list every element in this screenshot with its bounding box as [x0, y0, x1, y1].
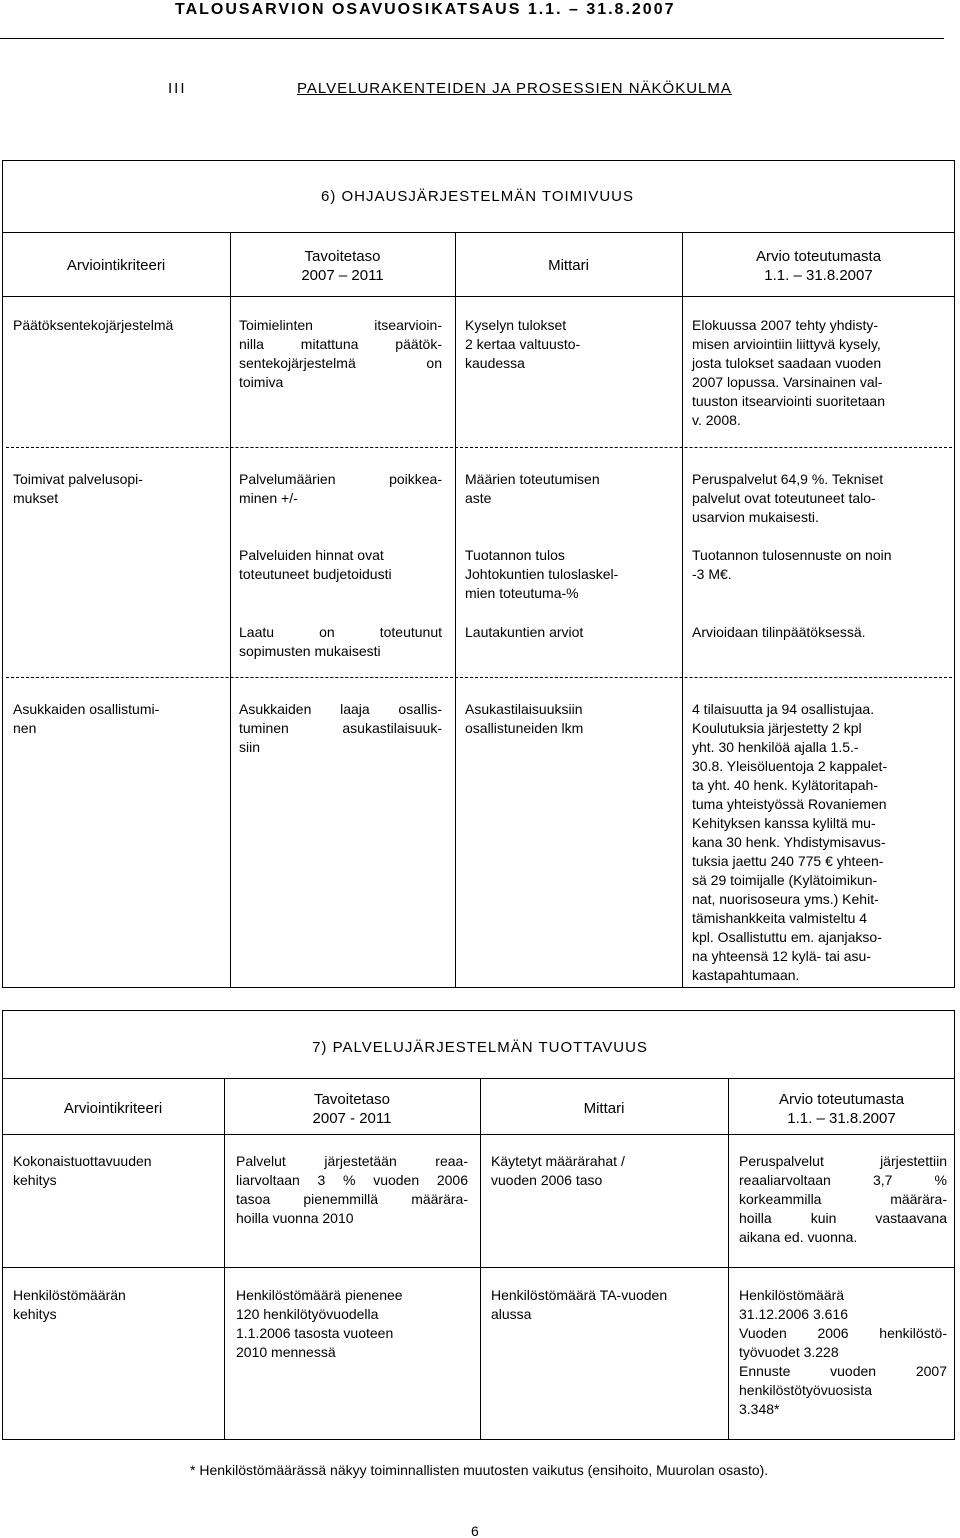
cell-line: misen arviointiin liittyvä kysely, — [692, 336, 881, 352]
cell-line: henkilöstötyövuosista — [739, 1382, 873, 1398]
table7-col-line — [728, 1078, 729, 1440]
table6-row2-meter — [465, 546, 675, 603]
cell-line: 30.8. Yleisöluentoja 2 kappalet- — [692, 758, 888, 774]
cell-line: nat, nuorisoseura yms.) Kehit- — [692, 891, 879, 907]
table6-header-assessment-l2: 1.1. – 31.8.2007 — [764, 267, 873, 284]
table7-header-target-l1: Tavoitetaso — [314, 1091, 390, 1108]
cell-line: v. 2008. — [692, 412, 741, 428]
cell-line: kana 30 henk. Yhdistymisavus- — [692, 834, 886, 850]
table6-title: 6) OHJAUSJÄRJESTELMÄN TOIMIVUUS — [321, 188, 634, 205]
table7-header-criteria: Arviointikriteeri — [63, 1100, 163, 1117]
table6-col-line — [455, 232, 456, 988]
table7-row0-target — [236, 1152, 468, 1228]
cell-line: reaaliarvoltaan 3,7 % — [739, 1172, 947, 1188]
table6-row0-assessment — [692, 316, 948, 430]
table6-row2-target — [239, 546, 449, 584]
table6-header-rule — [2, 296, 955, 297]
table7-header-assessment-l2: 1.1. – 31.8.2007 — [787, 1110, 896, 1127]
table7-row0-assessment — [739, 1152, 947, 1247]
cell-line: 3.348* — [739, 1401, 780, 1417]
cell-line: Päätöksentekojärjestelmä — [13, 317, 174, 333]
cell-line: 31.12.2006 3.616 — [739, 1306, 848, 1322]
cell-line: Käytetyt määrärahat / — [491, 1153, 625, 1169]
cell-line: Henkilöstömäärän — [13, 1287, 126, 1303]
cell-line: Määrien toteutumisen — [465, 471, 600, 487]
table6-col-line — [230, 232, 231, 988]
cell-line: Kokonaistuottavuuden — [13, 1153, 152, 1169]
table6-row3-assessment — [692, 623, 948, 642]
table6-row3-meter — [465, 623, 675, 642]
table7-row0-meter — [491, 1152, 723, 1190]
cell-line: tuuston itsearviointi suoritetaan — [692, 393, 885, 409]
cell-line: yht. 30 henkilöä ajalla 1.5.- — [692, 739, 859, 755]
table7-header-meter: Mittari — [583, 1100, 625, 1117]
cell-line: usarvion mukaisesti. — [692, 509, 819, 525]
cell-line: aikana ed. vuonna. — [739, 1229, 858, 1245]
table7-header-target-l2: 2007 - 2011 — [312, 1110, 392, 1127]
table6-row2-assessment — [692, 546, 948, 584]
cell-line: minen +/- — [239, 490, 298, 506]
cell-line: korkeammilla määrära- — [739, 1191, 947, 1207]
cell-line: tuminen asukastilaisuuk- — [239, 720, 442, 736]
cell-line: Laatu on toteutunut — [239, 624, 442, 640]
table6-row4-assessment — [692, 700, 944, 985]
cell-line: 1.1.2006 tasosta vuoteen — [236, 1325, 394, 1341]
cell-line: Kehityksen kanssa kyliltä mu- — [692, 815, 876, 831]
table6-row1-assessment — [692, 470, 948, 527]
cell-line: hoilla kuin vastaavana — [739, 1210, 947, 1226]
cell-line: Johtokuntien tuloslaskel- — [465, 566, 619, 582]
cell-line: alussa — [491, 1306, 532, 1322]
cell-line: tämishankkeita valmisteltu 4 — [692, 910, 868, 926]
cell-line: Vuoden 2006 henkilöstö- — [739, 1325, 947, 1341]
table6-row-separator — [6, 447, 952, 448]
cell-line: Asukkaiden laaja osallis- — [239, 701, 442, 717]
table6-col-line — [682, 232, 683, 988]
table7-row1-assessment — [739, 1286, 947, 1419]
cell-line: Palvelumäärien poikkea- — [239, 471, 442, 487]
table6-row4-target — [239, 700, 442, 757]
cell-line: Palvelut järjestetään reaa- — [236, 1153, 468, 1169]
cell-line: kpl. Osallistuttu em. ajanjakso- — [692, 929, 882, 945]
cell-line: tuksia jaettu 240 775 € yhteen- — [692, 853, 884, 869]
table6-row4-meter — [465, 700, 675, 738]
table6-title-rule — [2, 232, 955, 233]
cell-line: Peruspalvelut järjestettiin — [739, 1153, 947, 1169]
cell-line: nilla mitattuna päätök- — [239, 336, 442, 352]
table7-col-line — [480, 1078, 481, 1440]
table6-row-separator — [6, 677, 952, 678]
table6-header-target-l2: 2007 – 2011 — [301, 267, 384, 284]
cell-line: sentekojärjestelmä on — [239, 355, 442, 371]
cell-line: mien toteutuma-% — [465, 585, 579, 601]
cell-line: kehitys — [13, 1172, 57, 1188]
cell-line: Koulutuksia järjestetty 2 kpl — [692, 720, 862, 736]
cell-line: Henkilöstömäärä TA-vuoden — [491, 1287, 668, 1303]
cell-line: sopimusten mukaisesti — [239, 643, 381, 659]
table7-row1-meter — [491, 1286, 723, 1324]
cell-line: tasoa pienemmillä määrära- — [236, 1191, 468, 1207]
cell-line: kehitys — [13, 1306, 57, 1322]
table6-header-meter: Mittari — [548, 257, 589, 274]
table6-row1-criteria — [13, 470, 225, 508]
cell-line: kastapahtumaan. — [692, 967, 800, 983]
cell-line: tuma yhteistyössä Rovaniemen — [692, 796, 887, 812]
cell-line: siin — [239, 739, 261, 755]
table7-row1-criteria — [13, 1286, 218, 1324]
cell-line: Toimivat palvelusopi- — [13, 471, 143, 487]
cell-line: aste — [465, 490, 492, 506]
cell-line: työvuodet 3.228 — [739, 1344, 839, 1360]
table7-header-rule — [2, 1134, 955, 1135]
cell-line: Toimielinten itsearvioin- — [239, 317, 442, 333]
cell-line: hoilla vuonna 2010 — [236, 1210, 354, 1226]
table7-row0-criteria — [13, 1152, 218, 1190]
cell-line: Peruspalvelut 64,9 %. Tekniset — [692, 471, 884, 487]
cell-line: Elokuussa 2007 tehty yhdisty- — [692, 317, 878, 333]
cell-line: -3 M€. — [692, 566, 732, 582]
cell-line: 2 kertaa valtuusto- — [465, 336, 581, 352]
cell-line: Asukkaiden osallistumi- — [13, 701, 160, 717]
table6-row0-meter — [465, 316, 675, 373]
section-title: PALVELURAKENTEIDEN JA PROSESSIEN NÄKÖKULMA — [297, 80, 732, 97]
cell-line: ta yht. 40 henk. Kylätoritapah- — [692, 777, 878, 793]
table7-title-rule — [2, 1078, 955, 1079]
table6-row1-meter — [465, 470, 675, 508]
cell-line: mukset — [13, 490, 59, 506]
cell-line: toimiva — [239, 374, 284, 390]
cell-line: josta tulokset saadaan vuoden — [692, 355, 882, 371]
cell-line: 120 henkilötyövuodella — [236, 1306, 379, 1322]
table7-header-assessment — [728, 1090, 955, 1128]
header-rule — [0, 38, 944, 39]
page-number: 6 — [471, 1523, 479, 1538]
cell-line: Henkilöstömäärä pienenee — [236, 1287, 403, 1303]
table7-col-line — [224, 1078, 225, 1440]
cell-line: na yhteensä 12 kylä- tai asu- — [692, 948, 871, 964]
cell-line: kaudessa — [465, 355, 525, 371]
table6-header-assessment — [682, 247, 955, 285]
table7-row-rule — [2, 1267, 955, 1268]
cell-line: Lautakuntien arviot — [465, 624, 584, 640]
table6-row1-target — [239, 470, 442, 508]
cell-line: 4 tilaisuutta ja 94 osallistujaa. — [692, 701, 875, 717]
cell-line: liarvoltaan 3 % vuoden 2006 — [236, 1172, 468, 1188]
cell-line: sä 29 toimijalle (Kylätoimikun- — [692, 872, 878, 888]
cell-line: Palveluiden hinnat ovat — [239, 547, 384, 563]
table6-header-target-l1: Tavoitetaso — [304, 248, 381, 265]
footnote: * Henkilöstömäärässä näkyy toiminnallisten muutosten vaikutus (ensihoito, Muurolan osasto). — [190, 1462, 769, 1478]
table6-row0-criteria — [13, 316, 225, 335]
table6-header-assessment-l1: Arvio toteutumasta — [755, 248, 882, 265]
cell-line: toteutuneet budjetoidusti — [239, 566, 392, 582]
table7-title: 7) PALVELUJÄRJESTELMÄN TUOTTAVUUS — [312, 1039, 648, 1056]
cell-line: Tuotannon tulos — [465, 547, 565, 563]
table6-header-target — [230, 247, 455, 285]
cell-line: Kyselyn tulokset — [465, 317, 567, 333]
cell-line: Ennuste vuoden 2007 — [739, 1363, 947, 1379]
cell-line: 2010 mennessä — [236, 1344, 336, 1360]
section-number: III — [168, 80, 187, 97]
cell-line: palvelut ovat toteutuneet talo- — [692, 490, 876, 506]
cell-line: Arvioidaan tilinpäätöksessä. — [692, 624, 866, 640]
cell-line: Henkilöstömäärä — [739, 1287, 845, 1303]
table7-header-assessment-l1: Arvio toteutumasta — [778, 1091, 905, 1108]
cell-line: osallistuneiden lkm — [465, 720, 584, 736]
cell-line: vuoden 2006 taso — [491, 1172, 603, 1188]
table6-row3-target — [239, 623, 442, 661]
cell-line: Tuotannon tulosennuste on noin — [692, 547, 892, 563]
cell-line: nen — [13, 720, 37, 736]
table6-header-criteria: Arviointikriteeri — [66, 257, 166, 274]
table6-row0-target — [239, 316, 442, 392]
document-header-title: TALOUSARVION OSAVUOSIKATSAUS 1.1. – 31.8.2007 — [175, 1, 676, 18]
cell-line: Asukastilaisuuksiin — [465, 701, 583, 717]
table7-header-target — [224, 1090, 480, 1128]
table7-row1-target — [236, 1286, 468, 1362]
table6-row4-criteria — [13, 700, 225, 738]
cell-line: 2007 lopussa. Varsinainen val- — [692, 374, 883, 390]
